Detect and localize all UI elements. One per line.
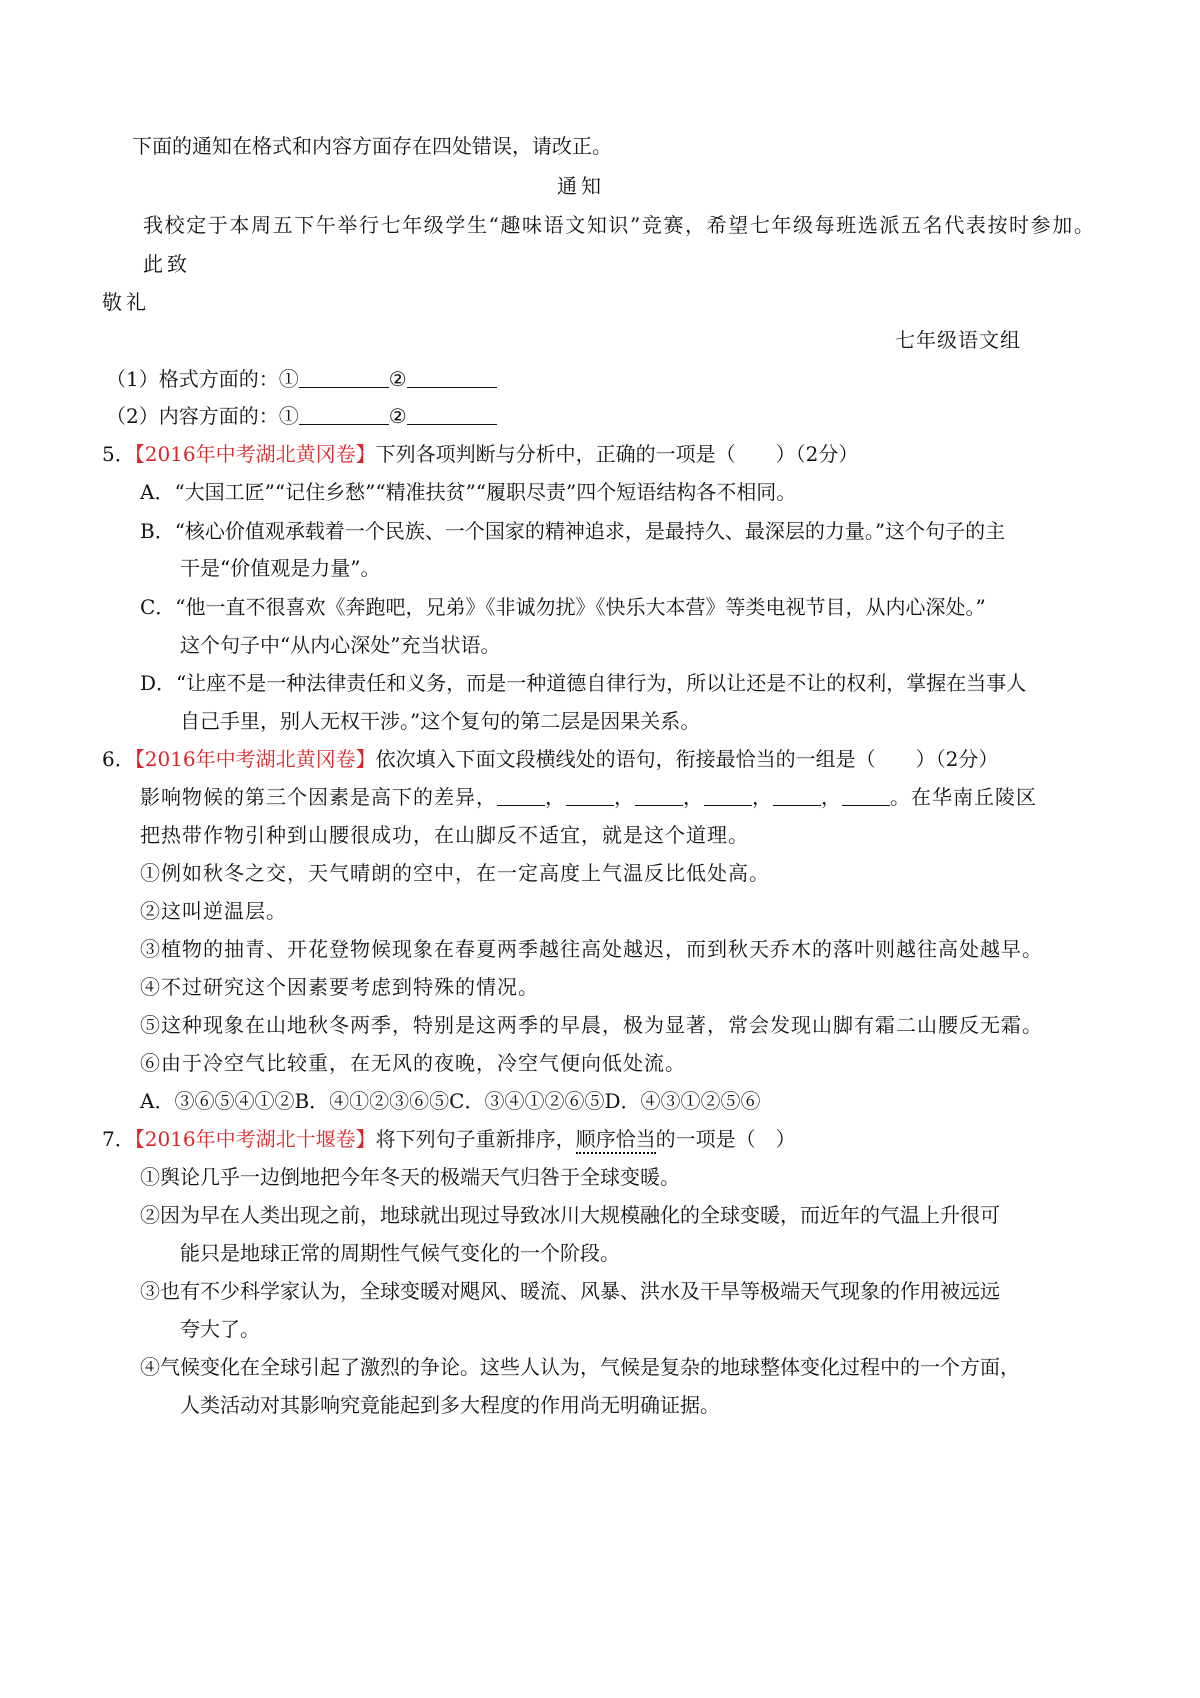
fill-blank[interactable] (497, 785, 545, 806)
q6-options: A．③⑥⑤④①②B．④①②③⑥⑤C．③④①②⑥⑤D．④③①②⑤⑥ (140, 1089, 761, 1113)
answer-blank[interactable] (407, 404, 497, 425)
q7-sentence-4-line2: 人类活动对其影响究竟能起到多大程度的作用尚无明确证据。 (180, 1393, 720, 1417)
q6-stem-line (102, 745, 998, 773)
q7-sentence-1: ①舆论几乎一边倒地把今年冬天的极端天气归咎于全球变暖。 (140, 1165, 680, 1189)
q7-number: 7． (102, 1127, 135, 1151)
fill-blank[interactable] (635, 785, 683, 806)
q7-sentence-2-line1: ②因为早在人类出现之前，地球就出现过导致冰川大规模融化的全球变暖，而近年的气温上升很可 (140, 1203, 1000, 1227)
q5-option-b-line2: 干是“价值观是力量”。 (180, 556, 381, 580)
sub1-label: （1）格式方面的：① (106, 367, 299, 391)
answer-blank[interactable] (299, 367, 389, 388)
q6-sentence-1: ①例如秋冬之交，天气晴朗的空中，在一定高度上气温反比低处高。 (140, 861, 770, 885)
q5-stem-line (102, 440, 858, 468)
q7-stem-emphasis: 顺序恰当 (576, 1127, 656, 1154)
sub-question-1 (106, 365, 497, 393)
sub1-mid: ② (388, 367, 407, 391)
q5-option-d-line2: 自己手里，别人无权干涉。”这个复句的第二层是因果关系。 (180, 709, 701, 733)
q7-sentence-3-line2: 夸大了。 (180, 1317, 260, 1341)
q6-source-tag: 【2016年中考湖北黄冈卷】 (134, 747, 376, 771)
q5-source-tag: 【2016年中考湖北黄冈卷】 (134, 442, 376, 466)
sub2-label: （2）内容方面的：① (106, 404, 299, 428)
notice-signature: 七年级语文组 (895, 328, 1021, 352)
q7-stem-b: 的一项是（ ） (655, 1127, 796, 1151)
fill-blank[interactable] (704, 785, 752, 806)
q7-source-tag: 【2016年中考湖北十堰卷】 (134, 1127, 376, 1151)
q5-option-a: A．“大国工匠”“记住乡愁”“精准扶贫”“履职尽责”四个短语结构各不相同。 (140, 480, 797, 504)
q7-stem-a: 将下列句子重新排序， (375, 1127, 576, 1151)
answer-blank[interactable] (407, 367, 497, 388)
q7-sentence-2-line2: 能只是地球正常的周期性气候气变化的一个阶段。 (180, 1241, 620, 1265)
q7-stem-line (102, 1125, 796, 1153)
q6-stem: 依次填入下面文段横线处的语句，衔接最恰当的一组是（ ）（2分） (375, 747, 999, 771)
q7-sentence-4-line1: ④气候变化在全球引起了激烈的争论。这些人认为，气候是复杂的地球整体变化过程中的一个方面， (140, 1355, 1020, 1379)
q6-sentence-6: ⑥由于冷空气比较重，在无风的夜晚，冷空气便向低处流。 (140, 1051, 686, 1075)
q5-option-d-line1: D．“让座不是一种法律责任和义务，而是一种道德自律行为，所以让还是不让的权利，掌握在当事人 (140, 671, 1027, 695)
q5-option-c-line2: 这个句子中“从内心深处”充当状语。 (180, 633, 501, 657)
q6-passage-start: 影响物候的第三个因素是高下的差异， (140, 785, 497, 809)
q5-stem: 下列各项判断与分析中，正确的一项是（ ）（2分） (375, 442, 859, 466)
q6-sentence-5: ⑤这种现象在山地秋冬两季，特别是这两季的早晨，极为显著，常会发现山脚有霜二山腰反无霜。 (140, 1013, 1043, 1037)
notice-body: 我校定于本周五下午举行七年级学生“趣味语文知识”竞赛，希望七年级每班选派五名代表按时参加。 (143, 213, 1096, 237)
fill-blank[interactable] (773, 785, 821, 806)
q6-passage-end: 。在华南丘陵区 (890, 785, 1037, 809)
closing-jingli: 敬礼 (102, 290, 150, 314)
closing-cizhi: 此致 (143, 252, 191, 276)
q6-sentence-3: ③植物的抽青、开花登物候现象在春夏两季越往高处越迟，而到秋天乔木的落叶则越往高处越早。 (140, 937, 1043, 961)
q6-passage-line1: 影响物候的第三个因素是高下的差异， ， ， ， ， ， 。在华南丘陵区 (140, 785, 1037, 809)
q7-sentence-3-line1: ③也有不少科学家认为，全球变暖对飓风、暖流、风暴、洪水及干旱等极端天气现象的作用被远远 (140, 1279, 1000, 1303)
q5-option-b-line1: B．“核心价值观承载着一个民族、一个国家的精神追求，是最持久、最深层的力量。”这个句子的主 (140, 519, 1006, 543)
fill-blank[interactable] (566, 785, 614, 806)
q5-number: 5． (102, 442, 135, 466)
q4-intro: 下面的通知在格式和内容方面存在四处错误，请改正。 (132, 134, 612, 158)
q5-option-c-line1: C．“他一直不很喜欢《奔跑吧，兄弟》《非诚勿扰》《快乐大本营》等类电视节目，从内心深处。” (140, 595, 986, 619)
q6-passage-line2: 把热带作物引种到山腰很成功，在山脚反不适宜，就是这个道理。 (140, 823, 749, 847)
fill-blank[interactable] (842, 785, 890, 806)
q6-sentence-4: ④不过研究这个因素要考虑到特殊的情况。 (140, 975, 539, 999)
answer-blank[interactable] (299, 404, 389, 425)
sub2-mid: ② (388, 404, 407, 428)
q6-sentence-2: ②这叫逆温层。 (140, 899, 287, 923)
q6-number: 6． (102, 747, 135, 771)
sub-question-2 (106, 402, 497, 430)
notice-title: 通知 (557, 174, 605, 198)
